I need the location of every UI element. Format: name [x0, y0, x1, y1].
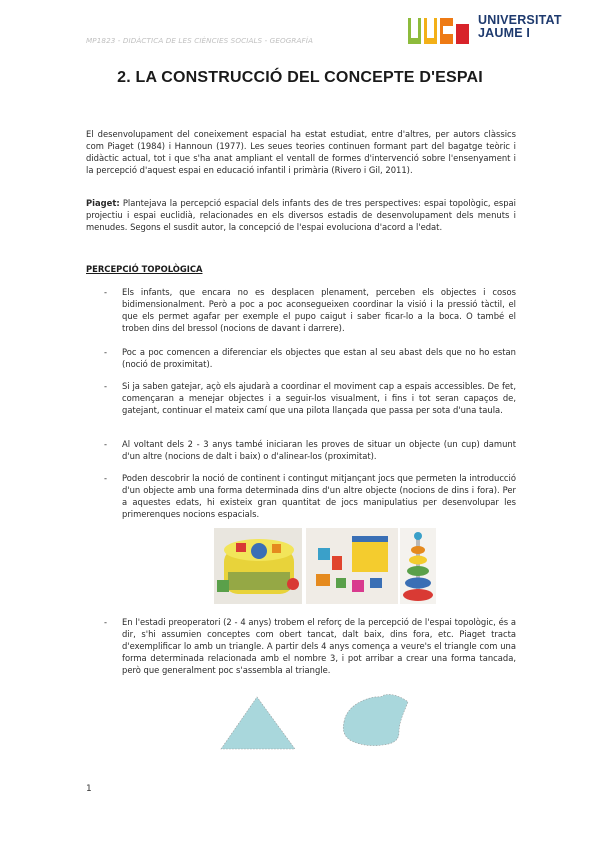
triangle-illustration — [218, 692, 418, 752]
bullet-dash: - — [104, 617, 108, 627]
logo-line-2: JAUME I — [478, 26, 531, 40]
page-title: 2. LA CONSTRUCCIÓ DEL CONCEPTE D'ESPAI — [117, 69, 483, 86]
bullet-dash: - — [104, 287, 108, 297]
list-item-text: En l'estadi preoperatori (2 - 4 anys) trobem el reforç de la percepció de l'espai topològic, és a dir, s'hi assumien conceptes com obert tancat, dalt baix, dins fora, etc. Piaget tracta d'exemplificar lo amb un triangle. A partir dels 4 anys comença a veure's el triangle com una forma determinada relacionada amb el nombre 3, i pot arribar a crear una forma tancada, però que generalment poc s'assembla al triangle. — [122, 617, 516, 675]
page-number: 1 — [86, 784, 92, 794]
list-item-text: Si ja saben gatejar, açò els ajudarà a coordinar el moviment cap a espais accessibles. De fet, començaran a menejar objectes i a seguir-los visualment, i fins i tot seran capaços de, gatejant, continuar el mateix camí que una pilota llançada que passa per sota d'una taula. — [122, 381, 516, 415]
bullet-dash: - — [104, 439, 108, 449]
stacking-rings-photo — [400, 528, 436, 604]
piaget-paragraph — [86, 197, 516, 233]
shape-sorter-photo — [214, 528, 302, 604]
triangle-shape — [221, 697, 295, 749]
list-item-text: Al voltant dels 2 - 3 anys també iniciaran les proves de situar un objecte (un cup) damunt d'un altre (nocions de dalt i baix) o d'alinear-los (proximitat). — [122, 439, 516, 461]
course-header: MP1823 - DIDÀCTICA DE LES CIÈNCIES SOCIALS - GEOGRAFÍA — [86, 36, 314, 45]
logo-line-1: UNIVERSITAT — [478, 13, 562, 27]
irregular-shape — [343, 694, 408, 745]
block-bucket-photo — [306, 528, 398, 604]
bullet-dash: - — [104, 473, 108, 483]
logo-text — [478, 14, 562, 40]
university-logo — [408, 14, 578, 46]
bullet-dash: - — [104, 381, 108, 391]
list-item-text: Poc a poc comencen a diferenciar els objectes que estan al seu abast dels que no ho estan (noció de proximitat). — [122, 347, 516, 369]
intro-paragraph: El desenvolupament del coneixement espacial ha estat estudiat, entre d'altres, per autors clàssics com Piaget (1984) i Hannoun (1977). Les seues teories continuen formant part del bagatge teòric i didàctic actual, tot i que s'ha anat ampliant el ventall de formes d'intervenció sobre l'ensenyament i la percepció d'aquest espai en educació infantil i primària (Rivero i Gil, 2011). — [86, 129, 516, 175]
list-item-text: Poden descobrir la noció de continent i contingut mitjançant jocs que permeten la introducció d'un objecte amb una forma determinada dins d'un altre objecte (nocions de dins i fora). Per a aquestes edats, hi existeix gran quantitat de jocs manipulatius per desenvolupar les primerenques nocions espacials. — [122, 473, 516, 519]
logo-mark-icon — [408, 14, 470, 44]
bullet-dash: - — [104, 347, 108, 357]
piaget-text: Plantejava la percepció espacial dels infants des de tres perspectives: espai topològic, espai projectiu i espai euclidià, relacionades en els diversos estadis de desenvolupament dels menuts i menudes. Segons el susdit autor, la concepció de l'espai evoluciona d'acord a l'edat. — [86, 198, 516, 232]
list-item-text: Els infants, que encara no es desplacen plenament, perceben els objectes i cosos bidimensionalment. Però a poc a poc aconsegueixen coordinar la visió i la pressió tàctil, el que els permet agafar per exemple el pupo caigut i saber ficar-lo a la boca. O també el troben dins del bressol (nocions de davant i darrere). — [122, 287, 516, 333]
piaget-label: Piaget: — [86, 198, 120, 208]
section-heading: PERCEPCIÓ TOPOLÒGICA — [86, 264, 203, 274]
